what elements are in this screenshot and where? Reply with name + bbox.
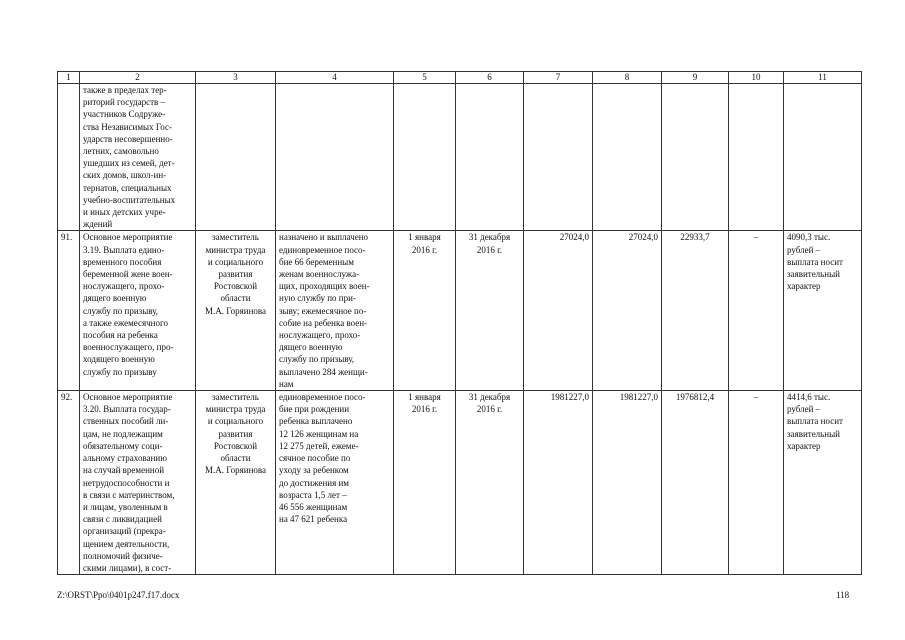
text-line: 4090,3 тыс. — [787, 232, 831, 243]
contract-amount-cell: – — [729, 391, 784, 575]
text-line: 2016 г. — [411, 244, 438, 255]
text-line: выплата носит — [787, 416, 843, 427]
text-line: полномочий физиче- — [83, 550, 163, 561]
text-line: тернатов, специальных — [83, 182, 172, 193]
text-line: военнослужащего, про- — [83, 342, 174, 353]
text-line: ребенка выплачено — [279, 416, 353, 427]
text-line: М.А. Горяинова — [204, 305, 267, 316]
text-line: бие 66 беременным — [279, 256, 354, 267]
text-line: связи с ликвидацией — [83, 514, 162, 525]
text-line: Ростовской — [213, 281, 258, 292]
text-line: характер — [787, 440, 821, 451]
text-line: выплата носит — [787, 256, 843, 267]
page-number: 118 — [836, 590, 850, 600]
text-line: ную службу по при- — [279, 293, 356, 304]
text-line: зыву; ежемесячное по- — [279, 305, 367, 316]
text-line: и лицам, уволенным в — [83, 501, 168, 512]
text-line: 3.19. Выплата едино- — [83, 244, 165, 255]
responsible-cell — [196, 391, 276, 575]
header-row — [58, 72, 862, 84]
text-line: характер — [787, 281, 821, 292]
text-line: ждений — [83, 219, 113, 230]
text-line: на случай временной — [83, 465, 165, 476]
text-line: единовременное посо- — [279, 392, 366, 403]
text-line: сячное пособие по — [279, 453, 351, 464]
text-line: нослужащего, прохо- — [279, 330, 361, 341]
text-line: министра труда — [205, 404, 266, 415]
text-line: службу по призыву — [83, 366, 157, 377]
text-line: нослужащего, прохо- — [83, 281, 165, 292]
text-line: также в пределах тер- — [83, 85, 167, 95]
plan-amount-cell: 1981227,0 — [524, 391, 593, 575]
text-line: 2016 г. — [476, 244, 503, 255]
text-line: Ростовской — [213, 440, 258, 451]
text-line: ударств несовершенно- — [83, 133, 173, 144]
col-header-9: 9 — [662, 72, 729, 84]
text-line: обязательному соци- — [83, 440, 163, 451]
text-line: М.А. Горяинова — [204, 465, 267, 476]
text-line: заявительный — [787, 428, 840, 439]
event-cell — [80, 231, 196, 391]
text-line: уходу за ребенком — [279, 465, 349, 476]
text-line: 1 января — [408, 232, 441, 243]
text-line: заместитель — [212, 392, 259, 403]
text-line: женам военнослужа- — [279, 269, 360, 280]
end-date-cell — [456, 391, 524, 575]
text-line: щением деятельности, — [83, 538, 170, 549]
text-line: учебно-воспитательных — [83, 194, 176, 205]
col-header-5: 5 — [394, 72, 456, 84]
actual-amount-cell: 22933,7 — [662, 231, 729, 391]
text-line: единовременное посо- — [279, 244, 366, 255]
text-line: летних, самовольно — [83, 146, 159, 157]
text-line: ходящего военную — [83, 354, 155, 365]
end-date-cell — [456, 231, 524, 391]
text-line: организаций (прекра- — [83, 526, 166, 537]
continuation-event-cell — [80, 84, 196, 231]
text-line: службу по призыву, — [279, 354, 355, 365]
text-line: 2016 г. — [411, 404, 438, 415]
text-line: беременной жене воен- — [83, 269, 173, 280]
plan-amount-cell: 27024,0 — [524, 231, 593, 391]
program-amount-cell: 27024,0 — [593, 231, 662, 391]
document-file-path: Z:\ORST\Ppo\0401p247.f17.docx — [57, 590, 180, 600]
text-line: 46 556 женщинам — [279, 501, 348, 512]
row-number: 91. — [58, 231, 80, 391]
text-line: возраста 1,5 лет – — [279, 489, 347, 500]
text-line: области — [220, 453, 251, 464]
text-line: на 47 621 ребенка — [279, 514, 348, 525]
event-cell — [80, 391, 196, 575]
text-line: нетрудоспособности и — [83, 477, 170, 488]
text-line: выплачено 284 женщи- — [279, 366, 368, 377]
col-header-10: 10 — [729, 72, 784, 84]
result-cell — [276, 391, 394, 575]
text-line: заявительный — [787, 269, 840, 280]
responsible-cell — [196, 231, 276, 391]
text-line: рублей – — [787, 244, 821, 255]
text-line: щих, проходящих воен- — [279, 281, 370, 292]
note-cell — [784, 231, 862, 391]
text-line: бие при рождении — [279, 404, 350, 415]
text-line: развития — [218, 269, 253, 280]
text-line: области — [220, 293, 251, 304]
table-row — [58, 231, 862, 391]
text-line: ства Независимых Гос- — [83, 121, 172, 132]
start-date-cell — [394, 391, 456, 575]
text-line: и социального — [207, 256, 264, 267]
text-line: 12 275 детей, ежеме- — [279, 440, 359, 451]
text-line: ушедших из семей, дет- — [83, 158, 175, 169]
text-line: ских домов, школ-ин- — [83, 170, 167, 181]
text-line: 4414,6 тыс. — [787, 392, 831, 403]
text-line: 31 декабря — [468, 232, 511, 243]
actual-amount-cell: 1976812,4 — [662, 391, 729, 575]
program-amount-cell: 1981227,0 — [593, 391, 662, 575]
text-line: пособия на ребенка — [83, 330, 158, 341]
text-line: цам, не подлежащим — [83, 428, 163, 439]
col-header-2: 2 — [80, 72, 196, 84]
start-date-cell — [394, 231, 456, 391]
text-line: дящего военную — [279, 342, 343, 353]
text-line: альному страхованию — [83, 453, 167, 464]
col-header-4: 4 — [276, 72, 394, 84]
text-line: и социального — [207, 416, 264, 427]
text-line: скими лицами), в сост- — [83, 562, 172, 573]
text-line: 31 декабря — [468, 392, 511, 403]
text-line: риторий государств – — [83, 97, 166, 108]
col-header-8: 8 — [593, 72, 662, 84]
text-line: 3.20. Выплата государ- — [83, 404, 171, 415]
continuation-row — [58, 84, 862, 231]
text-line: рублей – — [787, 404, 821, 415]
text-line: временного пособия — [83, 256, 162, 267]
text-line: участников Содруже- — [83, 109, 166, 120]
col-header-7: 7 — [524, 72, 593, 84]
text-line: назначено и выплачено — [279, 232, 369, 243]
col-header-3: 3 — [196, 72, 276, 84]
text-line: до достижения им — [279, 477, 350, 488]
text-line: в связи с материнством, — [83, 489, 175, 500]
text-line: ственных пособий ли- — [83, 416, 169, 427]
text-line: заместитель — [212, 232, 259, 243]
row-number: 92. — [58, 391, 80, 575]
text-line: развития — [218, 428, 253, 439]
result-cell — [276, 231, 394, 391]
col-header-1: 1 — [58, 72, 80, 84]
text-line: и иных детских учре- — [83, 207, 166, 218]
report-table — [57, 71, 862, 575]
text-line: Основное мероприятие — [83, 392, 173, 403]
text-line: нам — [279, 378, 294, 389]
note-cell — [784, 391, 862, 575]
text-line: 1 января — [408, 392, 441, 403]
text-line: службу по призыву, — [83, 305, 159, 316]
text-line: 12 126 женщинам на — [279, 428, 359, 439]
table-row — [58, 391, 862, 575]
contract-amount-cell: – — [729, 231, 784, 391]
text-line: министра труда — [205, 244, 266, 255]
text-line: Основное мероприятие — [83, 232, 173, 243]
text-line: дящего военную — [83, 293, 147, 304]
col-header-6: 6 — [456, 72, 524, 84]
text-line: а также ежемесячного — [83, 317, 168, 328]
text-line: 2016 г. — [476, 404, 503, 415]
col-header-11: 11 — [784, 72, 862, 84]
text-line: собие на ребенка воен- — [279, 317, 368, 328]
